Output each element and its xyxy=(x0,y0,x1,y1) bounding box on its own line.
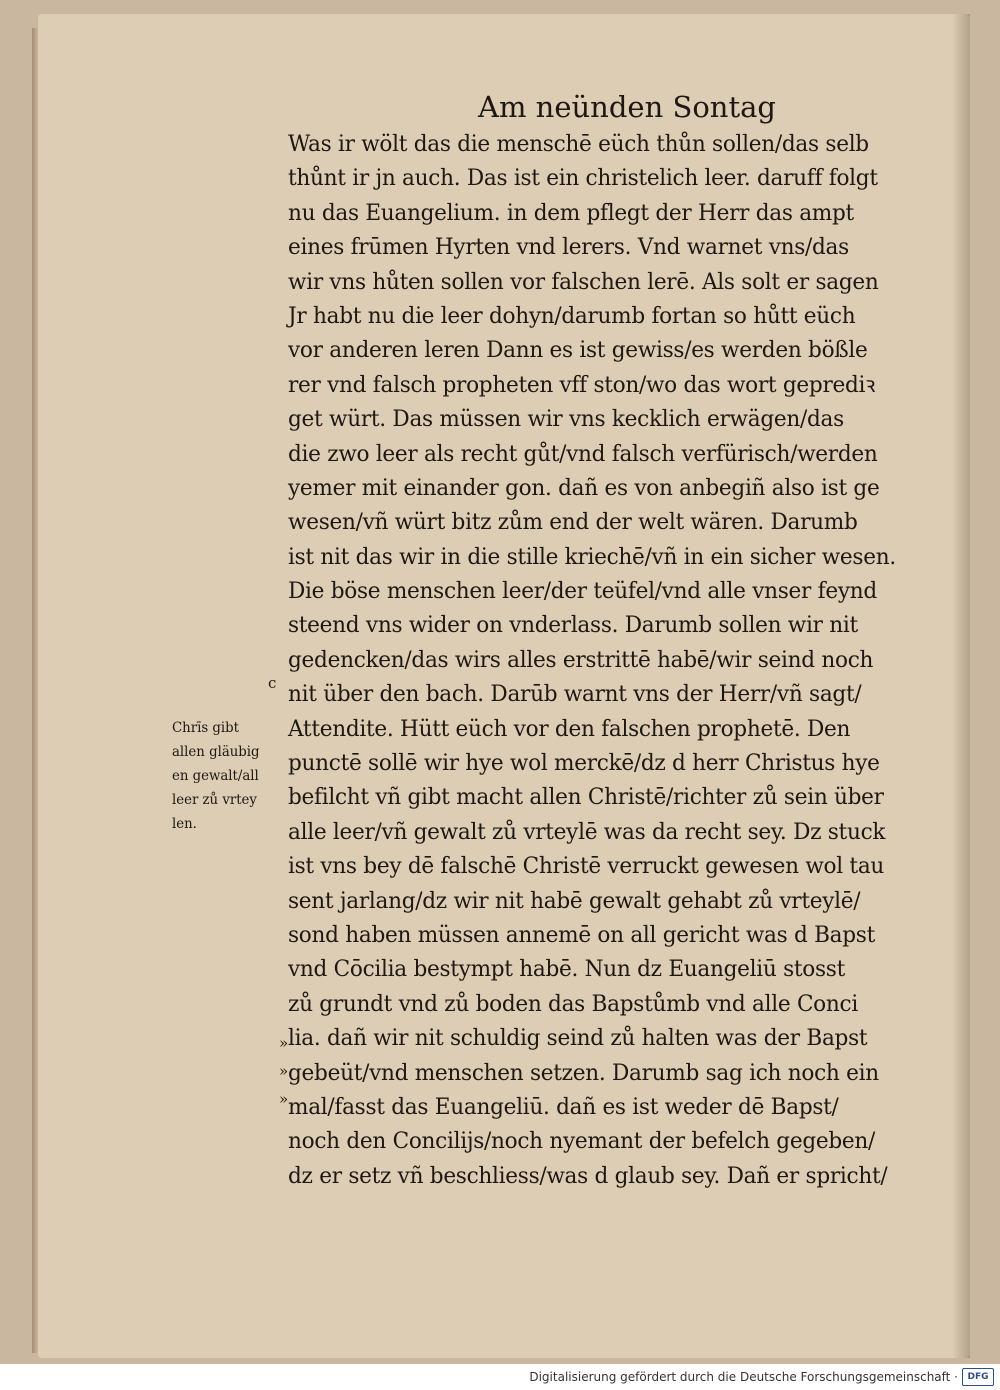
quote-mark: » xyxy=(279,1034,289,1052)
running-heading: Am neünden Sontag xyxy=(478,90,776,124)
margin-mark: c xyxy=(268,674,277,692)
funding-credit: Digitalisierung gefördert durch die Deutsche Forschungsgemeinschaft · xyxy=(529,1370,958,1384)
marginal-note xyxy=(172,716,290,836)
text-line: die zwo leer als recht gůt/vnd falsch verfürisch/werden xyxy=(288,441,878,467)
text-line: wesen/vñ würt bitz zům end der welt wären. Darumb xyxy=(288,510,858,536)
margin-note-line: len. xyxy=(172,816,197,832)
text-line: eines frūmen Hyrten vnd lerers. Vnd warnet vns/das xyxy=(288,235,849,261)
text-line: Die böse menschen leer/der teüfel/vnd alle vnser feynd xyxy=(288,579,877,605)
text-line: Was ir wölt das die menschē eüch thůn sollen/das selb xyxy=(288,132,869,157)
text-line: nit über den bach. Darūb warnt vns der Herr/vñ sagt/ xyxy=(288,682,862,708)
text-line: alle leer/vñ gewalt zů vrteylē was da recht sey. Dz stuck xyxy=(288,819,886,845)
margin-note-line: en gewalt/all xyxy=(172,768,259,784)
text-line: noch den Concilijs/noch nyemant der befelch gegeben/ xyxy=(288,1129,876,1155)
text-line: get würt. Das müssen wir vns kecklich erwägen/das xyxy=(288,407,844,433)
margin-note-line: leer zů vrtey xyxy=(172,792,257,808)
text-line: punctē sollē wir hye wol merckē/dz d herr Christus hye xyxy=(288,751,880,777)
text-line: vnd Cōcilia bestympt habē. Nun dz Euangeliū stosst xyxy=(288,957,846,983)
text-line: ist vns bey dē falschē Christē verruckt gewesen wol tau xyxy=(288,854,885,880)
text-line: dz er setz vñ beschliess/was d glaub sey. Dañ er spricht/ xyxy=(288,1163,888,1189)
text-line: Jr habt nu die leer dohyn/darumb fortan so hůtt eüch xyxy=(288,303,856,329)
text-line: rer vnd falsch propheten vff ston/wo das wort geprediꝛ xyxy=(288,372,876,398)
quote-mark: » xyxy=(279,1062,289,1080)
quote-mark: » xyxy=(279,1090,289,1108)
text-line: mal/fasst das Euangeliū. dañ es ist weder dē Bapst/ xyxy=(288,1094,839,1120)
margin-note-line: allen gläubig xyxy=(172,744,260,760)
main-text-block xyxy=(288,128,968,1194)
text-line: gedencken/das wirs alles erstrittē habē/wir seind noch xyxy=(288,647,874,673)
text-line: lia. dañ wir nit schuldig seind zů halten was der Bapst xyxy=(288,1026,868,1052)
text-line: zů grundt vnd zů boden das Bapstůmb vnd alle Conci xyxy=(288,991,858,1017)
text-line: nu das Euangelium. in dem pflegt der Herr das ampt xyxy=(288,200,854,226)
text-line: ist nit das wir in die stille kriechē/vñ in ein sicher wesen. xyxy=(288,544,896,570)
footer-bar xyxy=(0,1364,1000,1390)
text-line: wir vns hůten sollen vor falschen lerē. Als solt er sagen xyxy=(288,269,879,295)
text-line: gebeüt/vnd menschen setzen. Darumb sag ich noch ein xyxy=(288,1060,879,1086)
text-line: befilcht vñ gibt macht allen Christē/richter zů sein über xyxy=(288,785,884,811)
text-line: Attendite. Hütt eüch vor den falschen prophetē. Den xyxy=(288,716,851,742)
text-line: steend vns wider on vnderlass. Darumb sollen wir nit xyxy=(288,613,858,639)
text-line: vor anderen leren Dann es ist gewiss/es werden bößle xyxy=(288,338,868,364)
dfg-logo-icon: DFG xyxy=(962,1368,994,1386)
text-line: thůnt ir jn auch. Das ist ein christelich leer. daruff folgt xyxy=(288,166,878,192)
margin-note-line: Chrīs gibt xyxy=(172,720,239,736)
text-line: sond haben müssen annemē on all gericht was d Bapst xyxy=(288,922,876,948)
text-line: sent jarlang/dz wir nit habē gewalt gehabt zů vrteylē/ xyxy=(288,888,861,914)
text-line: yemer mit einander gon. dañ es von anbegiñ also ist ge xyxy=(288,475,880,501)
